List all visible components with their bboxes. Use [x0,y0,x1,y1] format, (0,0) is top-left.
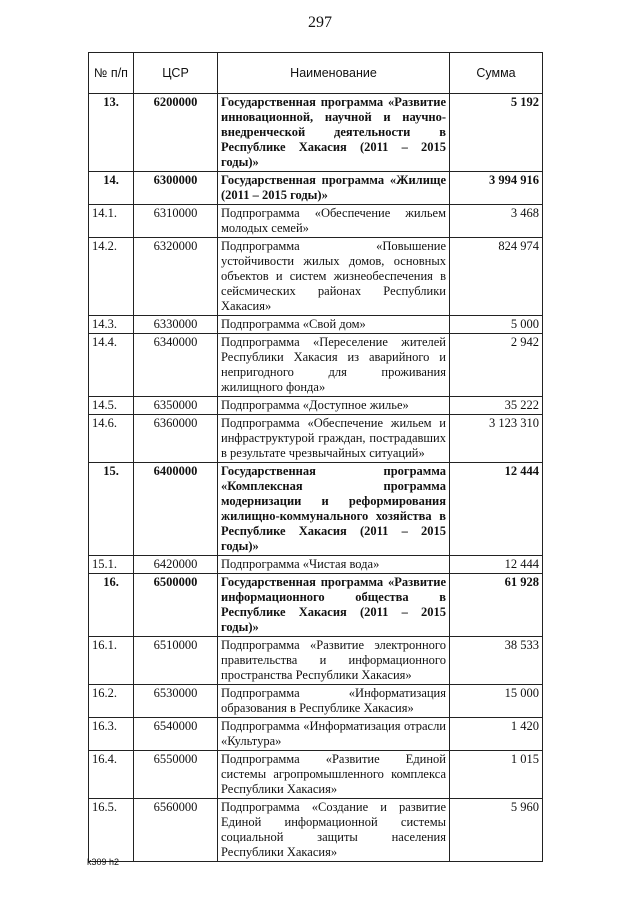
row-sum: 5 960 [450,799,543,862]
row-number: 16.3. [89,718,134,751]
table-row [89,397,543,415]
row-code: 6340000 [134,334,218,397]
row-code: 6310000 [134,205,218,238]
row-sum: 15 000 [450,685,543,718]
table-row [89,334,543,397]
row-code: 6200000 [134,94,218,172]
row-sum: 3 468 [450,205,543,238]
row-code: 6320000 [134,238,218,316]
row-number: 13. [89,94,134,172]
table-row [89,463,543,556]
row-sum: 5 192 [450,94,543,172]
row-name: Подпрограмма «Повышение устойчивости жилых домов, основных объектов и систем жизнеобеспечения в сейсмических районах Республики Хакасия» [218,238,450,316]
row-code: 6530000 [134,685,218,718]
row-sum: 12 444 [450,556,543,574]
table-row [89,556,543,574]
row-name: Подпрограмма «Создание и развитие Единой информационной системы социальной защиты населения Республики Хакасия» [218,799,450,862]
row-sum: 3 994 916 [450,172,543,205]
row-code: 6300000 [134,172,218,205]
table-row [89,574,543,637]
row-code: 6510000 [134,637,218,685]
row-number: 14.4. [89,334,134,397]
row-code: 6500000 [134,574,218,637]
row-name: Подпрограмма «Переселение жителей Республики Хакасия из аварийного и непригодного для проживания жилищного фонда» [218,334,450,397]
row-name: Государственная программа «Развитие инновационной, научной и научно-внедренческой деятельности в Республике Хакасия (2011 – 2015 годы)» [218,94,450,172]
row-number: 15.1. [89,556,134,574]
row-name: Подпрограмма «Развитие Единой системы агропромышленного комплекса Республики Хакасия» [218,751,450,799]
row-number: 16.2. [89,685,134,718]
row-number: 14. [89,172,134,205]
header-code: ЦСР [134,53,218,94]
table-row [89,718,543,751]
row-sum: 12 444 [450,463,543,556]
table-row [89,415,543,463]
row-code: 6540000 [134,718,218,751]
row-number: 14.1. [89,205,134,238]
row-name: Подпрограмма «Обеспечение жильем и инфраструктурой граждан, пострадавших в результате чрезвычайных ситуаций» [218,415,450,463]
row-number: 14.5. [89,397,134,415]
footer-code: k309 h2 [87,857,120,867]
row-code: 6350000 [134,397,218,415]
row-name: Подпрограмма «Информатизация отрасли «Культура» [218,718,450,751]
row-sum: 1 420 [450,718,543,751]
row-code: 6330000 [134,316,218,334]
header-num: № п/п [89,53,134,94]
table-row [89,316,543,334]
table-row [89,172,543,205]
row-code: 6420000 [134,556,218,574]
row-name: Подпрограмма «Доступное жилье» [218,397,450,415]
row-sum: 38 533 [450,637,543,685]
table-header-row [89,53,543,94]
table-row [89,637,543,685]
budget-table [88,52,543,862]
row-number: 15. [89,463,134,556]
row-number: 14.3. [89,316,134,334]
row-sum: 35 222 [450,397,543,415]
row-number: 16.5. [89,799,134,862]
row-name: Государственная программа «Развитие информационного общества в Республике Хакасия (2011 – 2015 годы)» [218,574,450,637]
row-sum: 3 123 310 [450,415,543,463]
table-row [89,751,543,799]
page-number: 297 [308,14,332,31]
row-sum: 2 942 [450,334,543,397]
row-code: 6560000 [134,799,218,862]
row-number: 14.2. [89,238,134,316]
table-row [89,685,543,718]
row-name: Подпрограмма «Информатизация образования в Республике Хакасия» [218,685,450,718]
table-row [89,238,543,316]
row-name: Подпрограмма «Чистая вода» [218,556,450,574]
row-number: 16.4. [89,751,134,799]
row-number: 16.1. [89,637,134,685]
row-sum: 5 000 [450,316,543,334]
row-number: 14.6. [89,415,134,463]
row-number: 16. [89,574,134,637]
table-row [89,205,543,238]
header-name: Наименование [218,53,450,94]
row-code: 6400000 [134,463,218,556]
table-row [89,94,543,172]
table-body [89,94,543,862]
row-name: Подпрограмма «Обеспечение жильем молодых семей» [218,205,450,238]
row-code: 6550000 [134,751,218,799]
row-name: Подпрограмма «Свой дом» [218,316,450,334]
row-name: Государственная программа «Жилище (2011 – 2015 годы)» [218,172,450,205]
row-name: Государственная программа «Комплексная программа модернизации и реформирования жилищно-коммунального хозяйства в Республике Хакасия (2011 – 2015 годы)» [218,463,450,556]
row-code: 6360000 [134,415,218,463]
header-sum: Сумма [450,53,543,94]
row-sum: 1 015 [450,751,543,799]
table-row [89,799,543,862]
row-sum: 824 974 [450,238,543,316]
row-name: Подпрограмма «Развитие электронного правительства и информационного пространства Республики Хакасия» [218,637,450,685]
row-sum: 61 928 [450,574,543,637]
